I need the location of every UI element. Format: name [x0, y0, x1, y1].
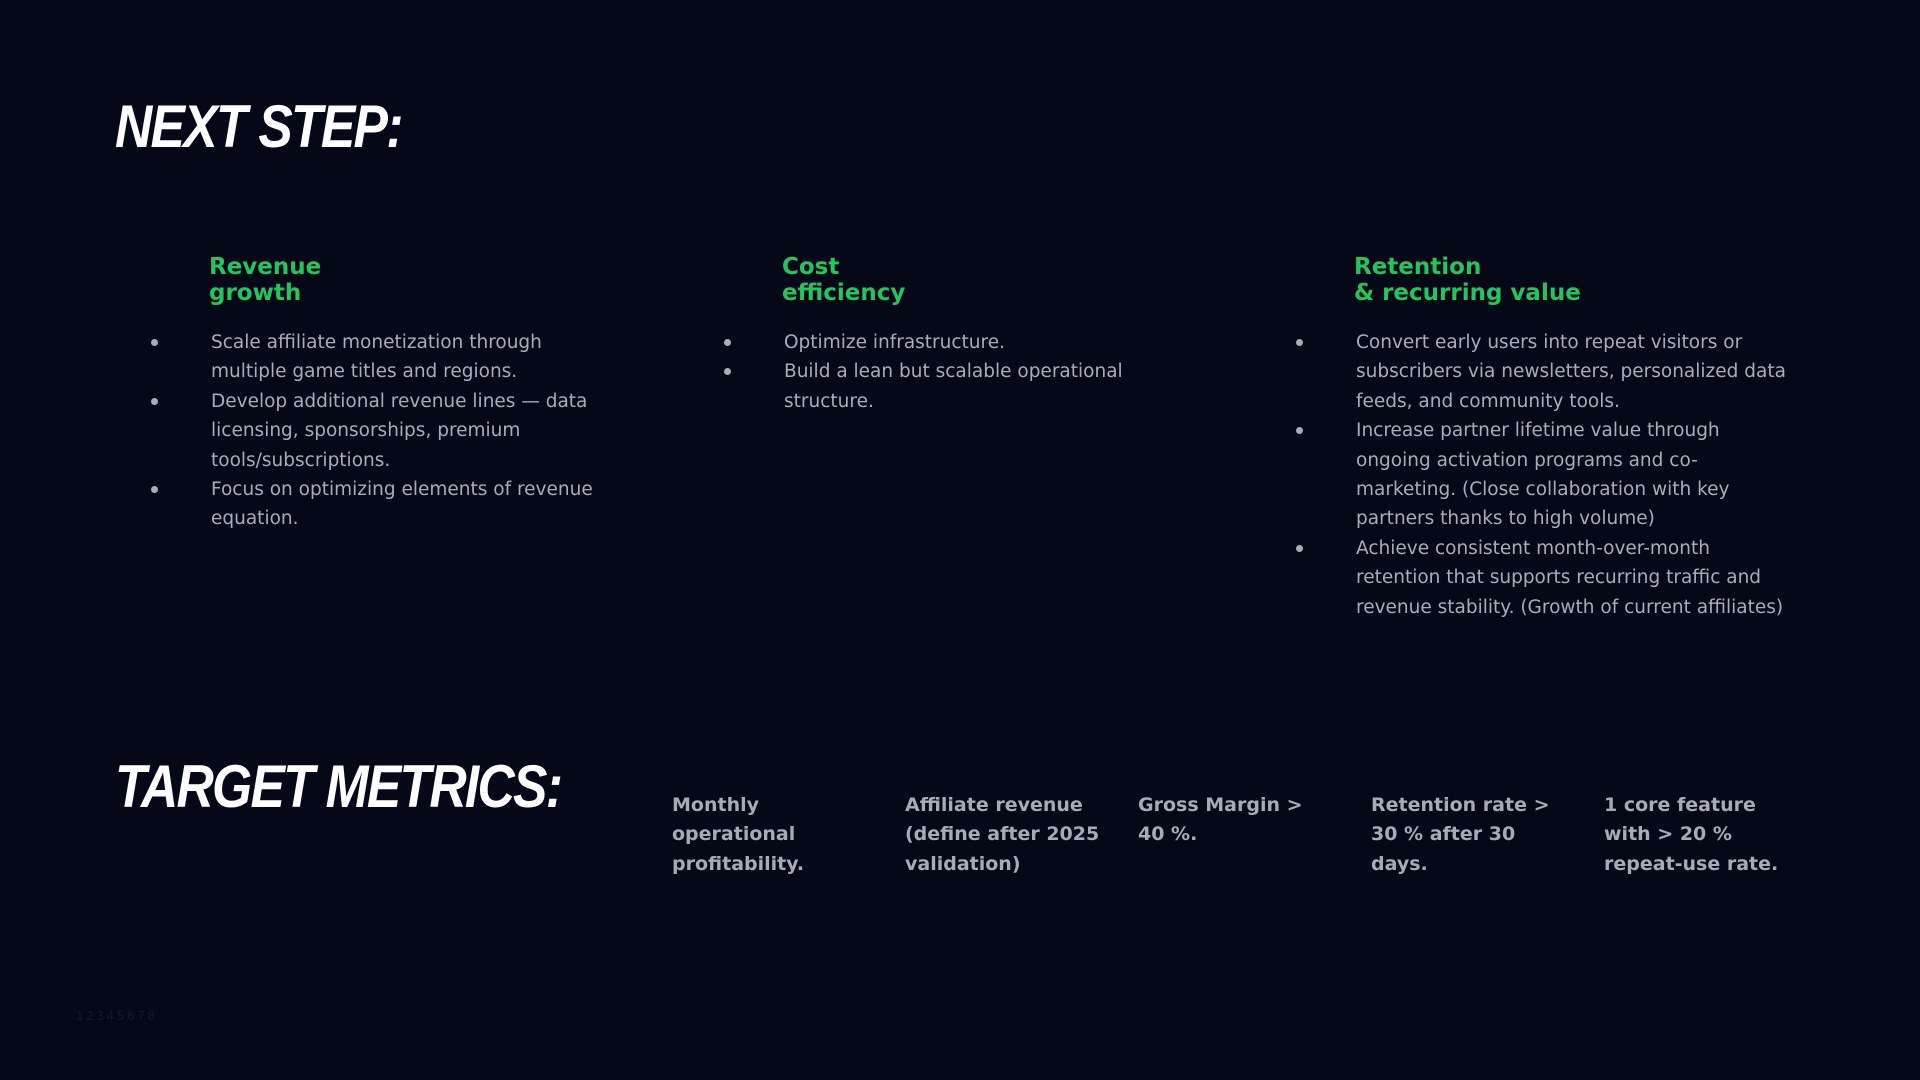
bullet-text: Convert early users into repeat visitors or subscribers via newsletters, personalized data feeds, and community tools. — [1356, 332, 1786, 412]
bullet-text: Build a lean but scalable operational structure. — [784, 361, 1123, 412]
bullet-item — [1294, 534, 1794, 622]
bullet-dot-icon — [724, 368, 731, 375]
bullet-text: Achieve consistent month-over-month retention that supports recurring traffic and revenue stability. (Growth of current affiliates) — [1356, 537, 1784, 618]
bullet-dot-icon — [151, 398, 158, 405]
bullet-item — [149, 328, 619, 387]
column-title — [782, 254, 1162, 306]
column-title-line: growth — [209, 280, 302, 306]
bullet-item — [149, 475, 619, 534]
bullet-dot-icon — [151, 486, 158, 493]
metric-item: Gross Margin > 40 %. — [1138, 794, 1303, 846]
bullet-text: Increase partner lifetime value through ongoing activation programs and co-marketing. (Close collaboration with key partners thanks to high volume) — [1356, 420, 1730, 530]
bullet-text: Develop additional revenue lines — data licensing, sponsorships, premium tools/subscriptions. — [211, 390, 588, 471]
bullet-item — [1294, 328, 1794, 416]
next-step-title: NEXT STEP: — [115, 93, 402, 160]
column-title-line: efficiency — [782, 280, 906, 306]
bullet-dot-icon — [151, 339, 158, 346]
bullet-list — [1294, 328, 1794, 622]
metric-item: Monthly operational profitability. — [672, 794, 805, 875]
bullet-text: Scale affiliate monetization through multiple game titles and regions. — [211, 332, 542, 383]
column-title-line: & recurring value — [1354, 280, 1581, 306]
bullet-list — [722, 328, 1162, 416]
retention-column — [1294, 254, 1794, 622]
column-title-line: Retention — [1354, 254, 1482, 280]
bullet-dot-icon — [724, 339, 731, 346]
column-title — [209, 254, 619, 306]
metric-item: Affiliate revenue (define after 2025 validation) — [905, 794, 1100, 875]
column-title-line: Revenue — [209, 254, 322, 280]
bullet-dot-icon — [1296, 339, 1303, 346]
bullet-dot-icon — [1296, 427, 1303, 434]
cost-efficiency-column — [722, 254, 1162, 416]
column-title — [1354, 254, 1794, 306]
bullet-list — [149, 328, 619, 534]
footer-mark: 12345678 — [76, 1009, 158, 1023]
metric-item: 1 core feature with > 20 % repeat-use rate. — [1604, 794, 1779, 875]
bullet-dot-icon — [1296, 545, 1303, 552]
bullet-item — [149, 387, 619, 475]
bullet-text: Optimize infrastructure. — [784, 332, 1005, 353]
column-title-line: Cost — [782, 254, 840, 280]
metric-item: Retention rate > 30 % after 30 days. — [1371, 794, 1550, 875]
bullet-item — [722, 357, 1162, 416]
revenue-growth-column — [149, 254, 619, 534]
target-metrics-title: TARGET METRICS: — [115, 753, 562, 820]
bullet-item — [1294, 416, 1794, 534]
bullet-text: Focus on optimizing elements of revenue equation. — [211, 479, 593, 530]
bullet-item — [722, 328, 1162, 357]
